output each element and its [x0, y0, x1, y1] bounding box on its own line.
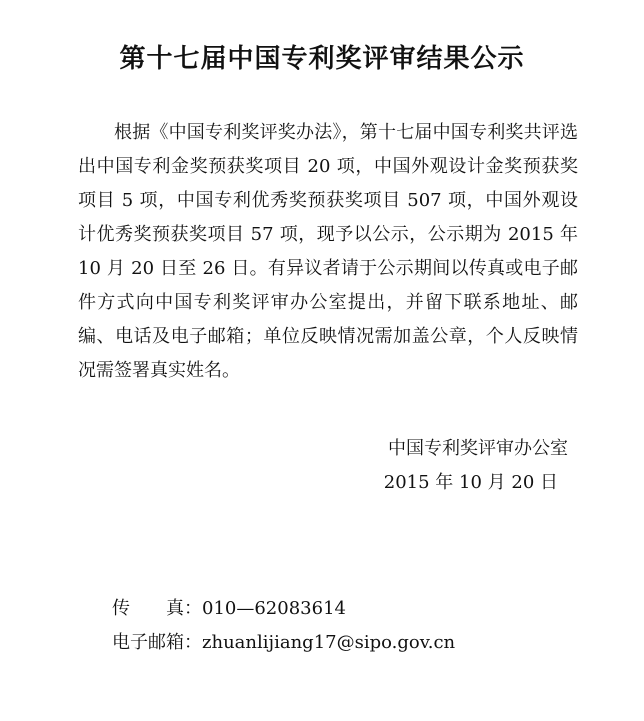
- fax-number: 010—62083614: [202, 598, 346, 619]
- signature-date: 2015 年 10 月 20 日: [383, 472, 558, 493]
- signature-organization: 中国专利奖评审办公室: [388, 438, 568, 459]
- fax-row: [112, 592, 455, 626]
- announcement-body: 根据《中国专利奖评奖办法》，第十七届中国专利奖共评选出中国专利金奖预获奖项目 20 项，中国外观设计金奖预获奖项目 5 项，中国专利优秀奖预获奖项目 507 项，中国外观设计优秀奖预获奖项目 57 项，现予以公示，公示期为 2015 年 10 月 20 日至 26 日。有异议者请于公示期间以传真或电子邮件方式向中国专利奖评审办公室提出，并留下联系地址、邮编、电话及电子邮箱；单位反映情况需加盖公章，个人反映情况需签署真实姓名。: [78, 122, 578, 381]
- signature-block: [384, 432, 568, 500]
- fax-label: 传 真：: [112, 598, 202, 619]
- document-title: 第十七届中国专利奖评审结果公示: [119, 44, 525, 74]
- contact-block: [112, 592, 455, 660]
- email-row: [112, 626, 455, 660]
- email-label: 电子邮箱：: [112, 632, 202, 653]
- email-address: zhuanlijiang17@sipo.gov.cn: [202, 632, 456, 653]
